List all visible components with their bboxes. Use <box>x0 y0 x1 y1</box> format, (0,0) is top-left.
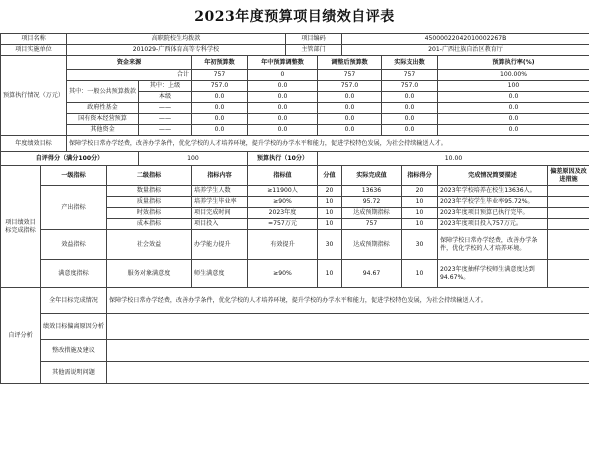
self-eval-label: 其他需说明问题 <box>41 362 107 384</box>
other-rate: 0.0 <box>438 125 589 136</box>
content-cell: 办学能力提升 <box>192 230 248 260</box>
content-cell: 项目投入 <box>192 219 248 230</box>
evaluation-table <box>0 33 589 384</box>
state-dash: —— <box>139 114 192 125</box>
project-name-label: 项目名称 <box>1 34 67 45</box>
reason-cell <box>548 230 589 260</box>
exec-value: 10.00 <box>318 152 589 166</box>
level2-cell: 质量指标 <box>107 197 192 208</box>
other-adjusted: 0.0 <box>318 125 382 136</box>
col-adjust: 年中预算调整数 <box>248 56 318 70</box>
col-target: 指标值 <box>248 166 318 186</box>
points-cell: 30 <box>318 230 342 260</box>
fund-adjust: 0.0 <box>248 103 318 114</box>
desc-cell: 2023年学校培养在校生13636人。 <box>438 186 548 197</box>
general-budget-label: 其中：一般公共预算拨款 <box>67 81 139 103</box>
total-label: 合计 <box>67 70 192 81</box>
state-adjust: 0.0 <box>248 114 318 125</box>
total-annual: 757 <box>192 70 248 81</box>
state-label: 国有资本经营预算 <box>67 114 139 125</box>
actual-cell: 达成预期指标 <box>342 208 402 219</box>
table-row <box>1 230 589 260</box>
project-code-label: 项目编码 <box>286 34 342 45</box>
score-cell: 10 <box>402 219 438 230</box>
self-eval-label: 全年目标完成情况 <box>41 288 107 314</box>
sub-prev-label: 其中：上级 <box>139 81 192 92</box>
other-annual: 0.0 <box>192 125 248 136</box>
self-eval-text <box>107 314 589 340</box>
level1-benefit: 效益指标 <box>41 230 107 260</box>
col-reason: 偏差原因及改进措施 <box>548 166 589 186</box>
sub-local-annual: 0.0 <box>192 92 248 103</box>
budget-section-label: 预算执行情况（万元） <box>1 56 67 136</box>
self-eval-text: 保障学校日常办学经费，改善办学条件，优化学校的人才培养环境，提升学校的办学水平和能力，促进学校特色发展，为社会持续输送人才。 <box>107 288 589 314</box>
state-rate: 0.0 <box>438 114 589 125</box>
score-cell: 10 <box>402 260 438 288</box>
sub-local-rate: 0.0 <box>438 92 589 103</box>
col-actual: 实际支出数 <box>382 56 438 70</box>
reason-cell <box>548 208 589 219</box>
reason-cell <box>548 186 589 197</box>
level2-cell: 服务对象满意度 <box>107 260 192 288</box>
desc-cell: 保障学校日常办学经费，改善办学条件，优化学校的人才培养环境。 <box>438 230 548 260</box>
table-row <box>1 260 589 288</box>
self-eval-label: 整改措施及建议 <box>41 340 107 362</box>
table-row <box>1 186 589 197</box>
col-points: 分值 <box>318 166 342 186</box>
desc-cell: 2023年度项目投入757万元。 <box>438 219 548 230</box>
content-cell: 培养学生毕业率 <box>192 197 248 208</box>
content-cell: 师生满意度 <box>192 260 248 288</box>
col-source: 资金来源 <box>67 56 192 70</box>
goal-text: 保障学校日常办学经费，改善办学条件，优化学校的人才培养环境，提升学校的办学水平和能力，促进学校特色发展，为社会持续输送人才。 <box>67 136 589 152</box>
actual-cell: 757 <box>342 219 402 230</box>
self-eval-text <box>107 340 589 362</box>
self-eval-label: 绩效目标偏离原因分析 <box>41 314 107 340</box>
level2-cell: 社会效益 <box>107 230 192 260</box>
impl-unit-label: 项目实施单位 <box>1 45 67 56</box>
other-actual: 0.0 <box>382 125 438 136</box>
reason-cell <box>548 260 589 288</box>
target-cell: ≥90% <box>248 197 318 208</box>
sub-local-actual: 0.0 <box>382 92 438 103</box>
target-cell: =757万元 <box>248 219 318 230</box>
level1-satisfaction: 满意度指标 <box>41 260 107 288</box>
col-desc: 完成情况简要描述 <box>438 166 548 186</box>
score-cell: 10 <box>402 208 438 219</box>
total-adjusted: 757 <box>318 70 382 81</box>
points-cell: 10 <box>318 219 342 230</box>
content-cell: 项目完成时间 <box>192 208 248 219</box>
self-eval-text <box>107 362 589 384</box>
sub-prev-annual: 757.0 <box>192 81 248 92</box>
sub-prev-rate: 100 <box>438 81 589 92</box>
col-rate: 预算执行率(%) <box>438 56 589 70</box>
project-code: 45000022042010002267B <box>342 34 589 45</box>
goal-label: 年度绩效目标 <box>1 136 67 152</box>
points-cell: 10 <box>318 208 342 219</box>
actual-cell: 达成预期指标 <box>342 230 402 260</box>
fund-label: 政府性基金 <box>67 103 139 114</box>
desc-cell: 2023年度抽样学校师生满意度达到94.67%。 <box>438 260 548 288</box>
project-name: 高职院校生均拨款 <box>67 34 286 45</box>
score-cell: 10 <box>402 197 438 208</box>
points-cell: 20 <box>318 186 342 197</box>
fund-annual: 0.0 <box>192 103 248 114</box>
col-actual: 实际完成值 <box>342 166 402 186</box>
target-cell: 有效提升 <box>248 230 318 260</box>
desc-cell: 2023年学校学生毕业率95.72%。 <box>438 197 548 208</box>
fund-adjusted: 0.0 <box>318 103 382 114</box>
total-adjust: 0 <box>248 70 318 81</box>
state-adjusted: 0.0 <box>318 114 382 125</box>
score-value: 100 <box>139 152 248 166</box>
actual-cell: 13636 <box>342 186 402 197</box>
col-annual: 年初预算数 <box>192 56 248 70</box>
state-actual: 0.0 <box>382 114 438 125</box>
impl-unit: 201029-广西体育高等专科学校 <box>67 45 286 56</box>
sub-local-adjust: 0.0 <box>248 92 318 103</box>
page-title: 2023年度预算项目绩效自评表 <box>194 9 395 25</box>
reason-cell <box>548 197 589 208</box>
sub-local-adjusted: 0.0 <box>318 92 382 103</box>
col-level1: 一级指标 <box>41 166 107 186</box>
total-actual: 757 <box>382 70 438 81</box>
level2-cell: 时效指标 <box>107 208 192 219</box>
level1-output: 产出指标 <box>41 186 107 230</box>
sub-prev-adjust: 0.0 <box>248 81 318 92</box>
fund-dash: —— <box>139 103 192 114</box>
desc-cell: 2023年度项目预算已执行完毕。 <box>438 208 548 219</box>
target-cell: ≥90% <box>248 260 318 288</box>
total-rate: 100.00% <box>438 70 589 81</box>
other-dash: —— <box>139 125 192 136</box>
col-adjusted: 调整后预算数 <box>318 56 382 70</box>
points-cell: 10 <box>318 197 342 208</box>
target-cell: 2023年度 <box>248 208 318 219</box>
sub-local-label: 本级 <box>139 92 192 103</box>
dept-label: 主管部门 <box>286 45 342 56</box>
actual-cell: 94.67 <box>342 260 402 288</box>
dept: 201-广西壮族自治区教育厅 <box>342 45 589 56</box>
col-score: 指标得分 <box>402 166 438 186</box>
sub-prev-adjusted: 757.0 <box>318 81 382 92</box>
col-level2: 二级指标 <box>107 166 192 186</box>
exec-label: 预算执行（10分） <box>248 152 318 166</box>
level2-cell: 数量指标 <box>107 186 192 197</box>
points-cell: 10 <box>318 260 342 288</box>
reason-cell <box>548 219 589 230</box>
score-cell: 30 <box>402 230 438 260</box>
col-content: 指标内容 <box>192 166 248 186</box>
fund-actual: 0.0 <box>382 103 438 114</box>
fund-rate: 0.0 <box>438 103 589 114</box>
content-cell: 培养学生人数 <box>192 186 248 197</box>
self-eval-section-label: 自评分析 <box>1 288 41 384</box>
indicators-section-label: 项目绩效目标完成指标 <box>1 166 41 288</box>
other-adjust: 0.0 <box>248 125 318 136</box>
other-label: 其他资金 <box>67 125 139 136</box>
score-cell: 20 <box>402 186 438 197</box>
target-cell: ≥11900人 <box>248 186 318 197</box>
actual-cell: 95.72 <box>342 197 402 208</box>
state-annual: 0.0 <box>192 114 248 125</box>
score-label: 自评得分（满分100分） <box>1 152 139 166</box>
sub-prev-actual: 757.0 <box>382 81 438 92</box>
level2-cell: 成本指标 <box>107 219 192 230</box>
